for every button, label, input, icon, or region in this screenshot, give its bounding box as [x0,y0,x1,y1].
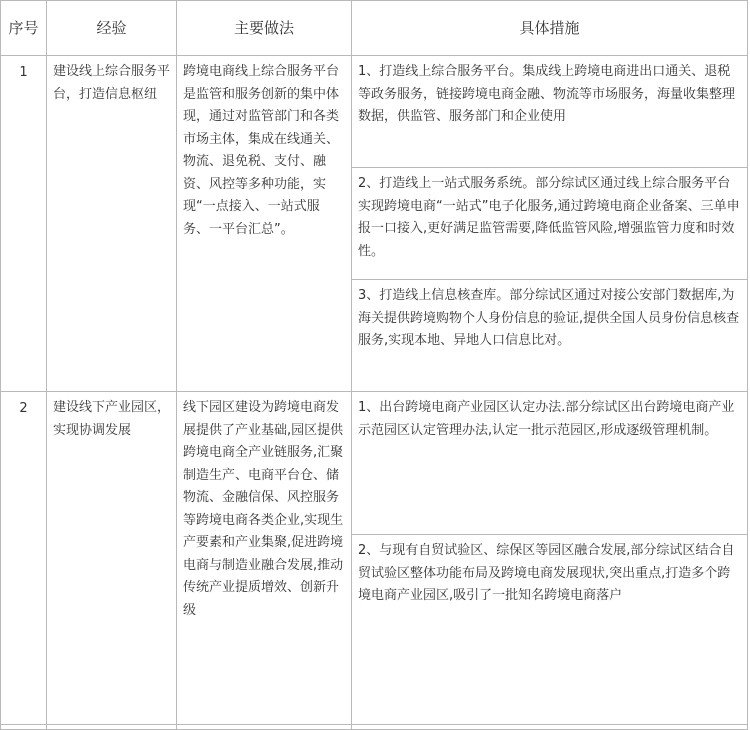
row-experience: 建设线上综合服务平台，打造信息枢纽 [47,56,177,392]
header-measures: 具体措施 [352,1,748,56]
header-index: 序号 [1,1,47,56]
row-approach: 跨境电商线上综合服务平台是监管和服务创新的集中体现，通过对监管部门和各类市场主体，集成在线通关、物流、退免税、支付、融资、风控等多种功能，实现“一点接入、一站式服务、一平台汇总”。 [177,56,352,392]
row-measure: 1、打造线上综合服务平台。集成线上跨境电商进出口通关、退税等政务服务，链接跨境电商金融、物流等市场服务，海量收集整理数据，供监管、服务部门和企业使用 [352,56,748,168]
row-measure: 2、打造线上一站式服务系统。部分综试区通过线上综合服务平台实现跨境电商“一站式”电子化服务,通过跨境电商企业备案、三单申报一口接入,更好满足监管需要,降低监管风险,增强监管力度和时效性。 [352,168,748,280]
table-row [1,392,748,535]
row-experience: 建设线下产业园区，实现协调发展 [47,392,177,725]
row-measure: 1、出台跨境电商产业园区认定办法.部分综试区出台跨境电商产业示范园区认定管理办法,认定一批示范园区,形成逐级管理机制。 [352,392,748,535]
row-measure: 3、打造线上信息核查库。部分综试区通过对接公安部门数据库,为海关提供跨境购物个人身份信息的验证,提供全国人员身份信息核查服务,实现本地、异地人口信息比对。 [352,280,748,392]
table-row-cut [1,725,748,730]
cut-cell [47,725,177,730]
cut-cell [1,725,47,730]
table-row [1,56,748,168]
cut-cell [352,725,748,730]
header-approach: 主要做法 [177,1,352,56]
row-approach: 线下园区建设为跨境电商发展提供了产业基础,园区提供跨境电商全产业链服务,汇聚制造生产、电商平台仓、储物流、金融信保、风控服务等跨境电商各类企业,实现生产要素和产业集聚,促进跨境电商与制造业融合发展,推动传统产业提质增效、创新升级 [177,392,352,725]
table-header-row [1,1,748,56]
header-experience: 经验 [47,1,177,56]
row-index: 1 [1,56,47,392]
cut-cell [177,725,352,730]
row-index: 2 [1,392,47,725]
row-measure: 2、与现有自贸试验区、综保区等园区融合发展,部分综试区结合自贸试验区整体功能布局及跨境电商发展现状,突出重点,打造多个跨境电商产业园区,吸引了一批知名跨境电商落户 [352,535,748,725]
